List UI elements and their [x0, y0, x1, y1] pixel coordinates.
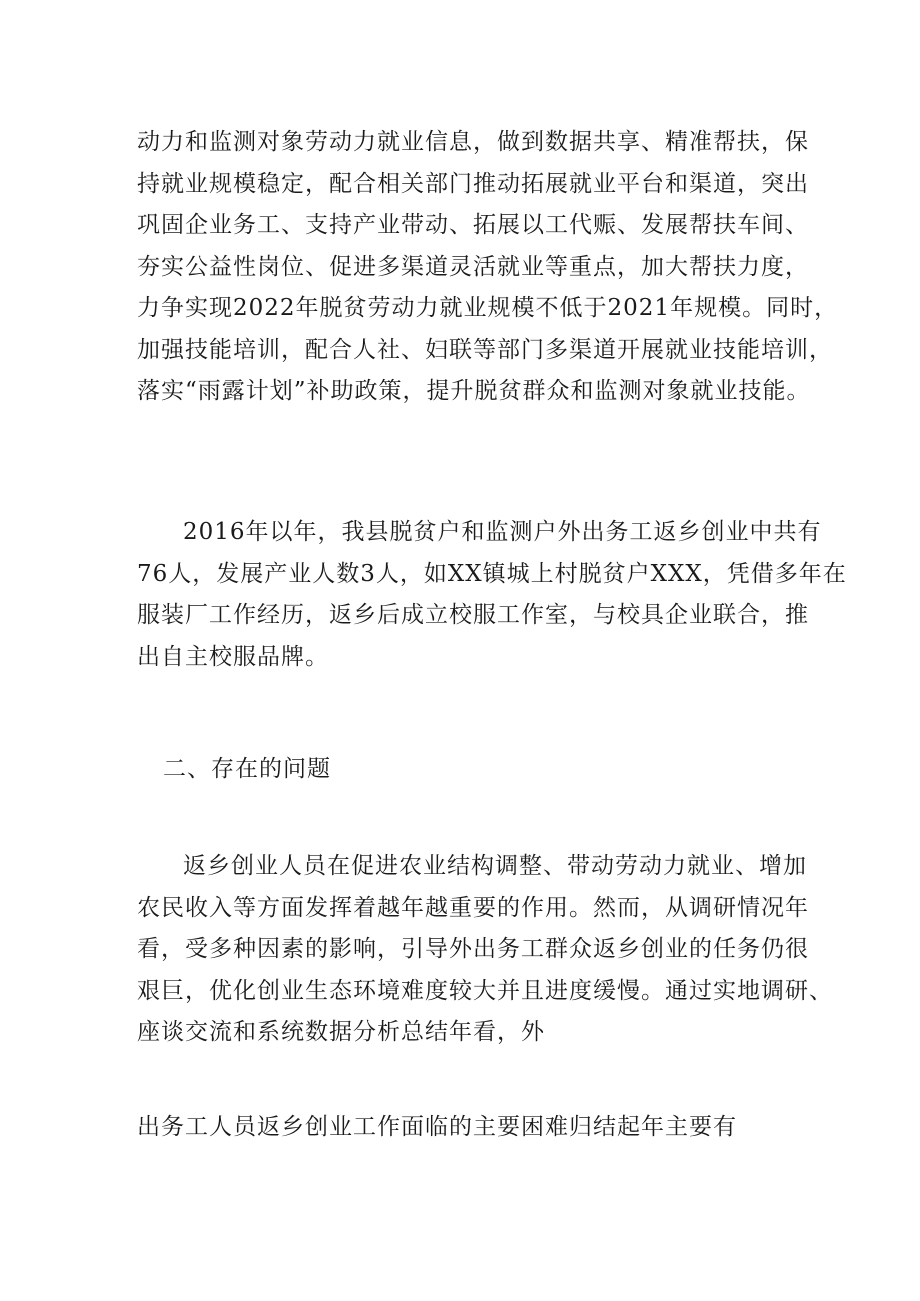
- text-line: 出务工人员返乡创业工作面临的主要困难归结起年主要有: [137, 1114, 737, 1140]
- text-line: 76人，发展产业人数3人，如XX镇城上村脱贫户XXX，凭借多年在: [137, 560, 847, 587]
- text-line: 夯实公益性岗位、促进多渠道灵活就业等重点，加大帮扶力度，: [137, 253, 809, 280]
- text-line: 艰巨，优化创业生态环境难度较大并且进度缓慢。通过实地调研、: [137, 977, 833, 1004]
- text-line: 出自主校服品牌。: [137, 643, 329, 670]
- paragraph-employment-support: [137, 122, 839, 413]
- text-line: 返乡创业人员在促进农业结构调整、带动劳动力就业、增加: [183, 853, 807, 879]
- text-line: 巩固企业务工、支持产业带动、拓展以工代赈、发展帮扶车间、: [137, 212, 809, 238]
- text-line: 农民收入等方面发挥着越年越重要的作用。然而，从调研情况年: [137, 894, 809, 921]
- paragraph-problems-intro: [137, 846, 833, 1054]
- text-line: 落实“雨露计划”补助政策，提升脱贫群众和监测对象就业技能。: [137, 378, 811, 404]
- text-line: 力争实现2022年脱贫劳动力就业规模不低于2021年规模。同时，: [137, 295, 839, 321]
- section-heading: [137, 749, 797, 791]
- text-line: 服装厂工作经历，返乡后成立校服工作室，与校具企业联合，推: [137, 602, 809, 628]
- paragraph-return-entrepreneurship: [137, 512, 847, 678]
- text-line: 动力和监测对象劳动力就业信息，做到数据共享、精准帮扶，保: [137, 129, 809, 155]
- text-line: 看，受多种因素的影响，引导外出务工群众返乡创业的任务仍很: [137, 936, 809, 962]
- heading-text: 二、存在的问题: [163, 756, 331, 782]
- paragraph-main-difficulties: [137, 1107, 797, 1149]
- text-line: 2016年以年，我县脱贫户和监测户外出务工返乡创业中共有: [183, 519, 822, 545]
- text-line: 持就业规模稳定，配合相关部门推动拓展就业平台和渠道，突出: [137, 170, 809, 197]
- text-line: 座谈交流和系统数据分析总结年看，外: [137, 1019, 545, 1045]
- text-line: 加强技能培训，配合人社、妇联等部门多渠道开展就业技能培训，: [137, 336, 833, 363]
